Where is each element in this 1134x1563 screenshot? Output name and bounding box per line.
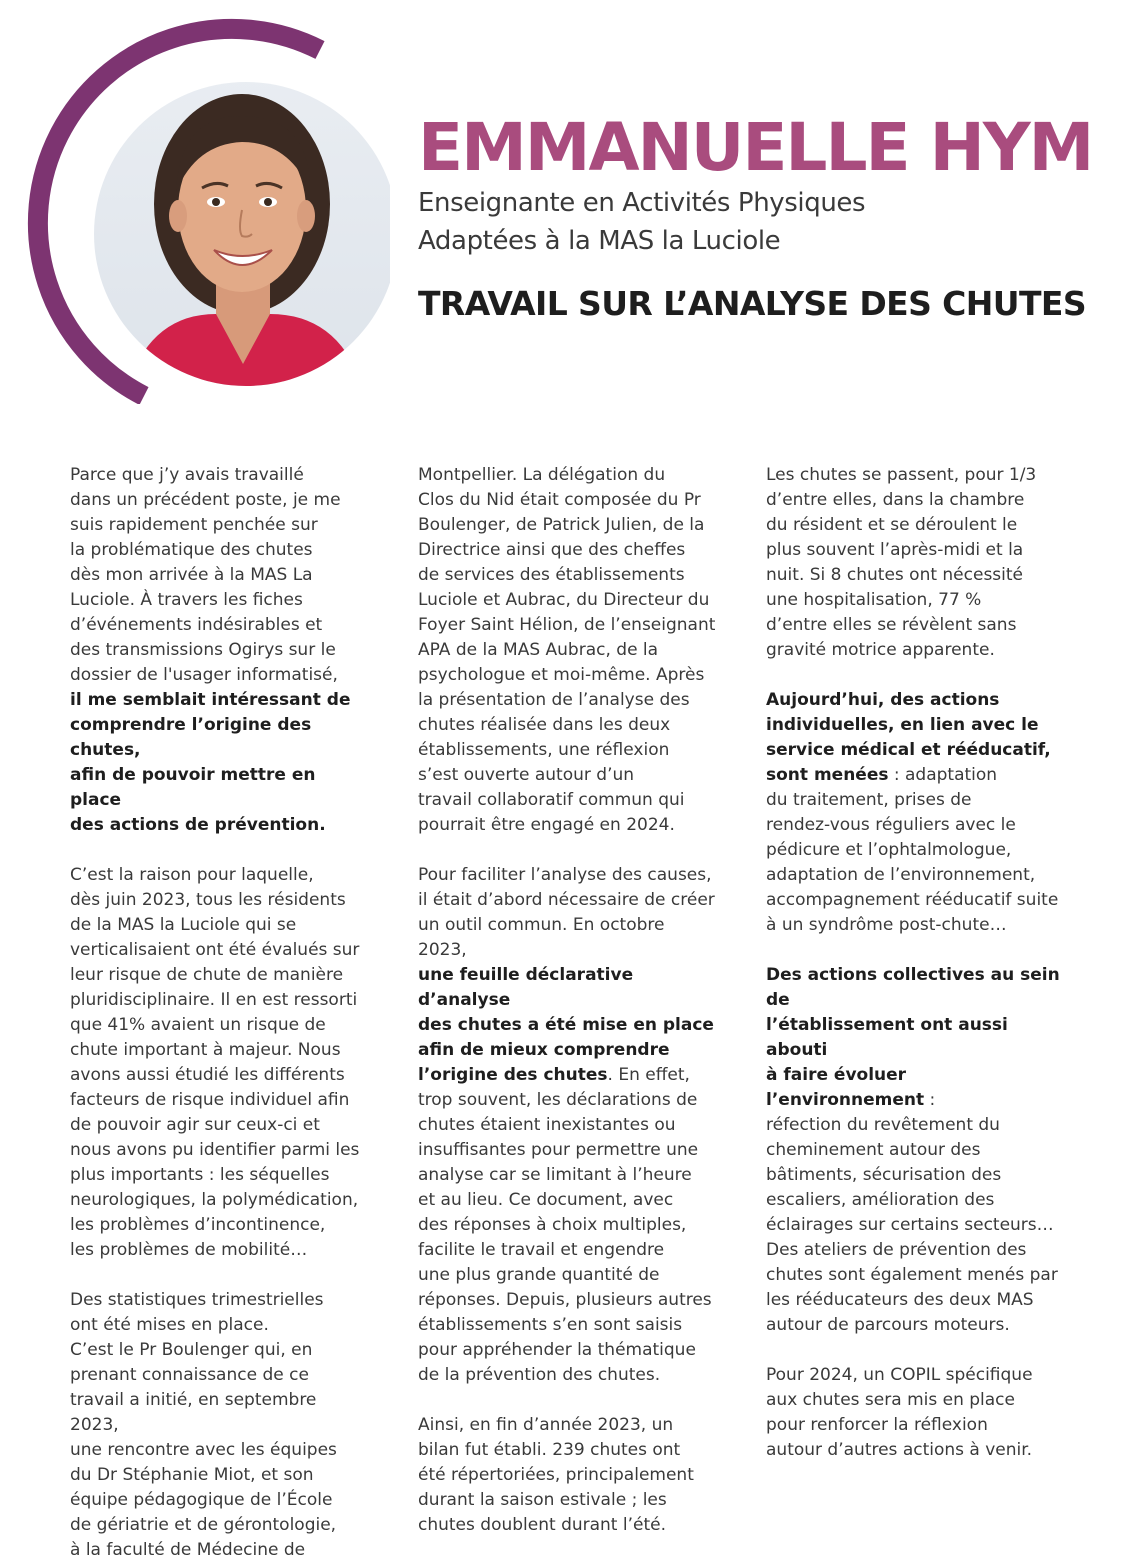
paragraph-text: : réfection du revêtement du cheminement autour des bâtiments, sécurisation des escaliers, amélioration des éclairages sur certains secteurs… Des ateliers de prévention des chutes sont également menés par les rééducateurs des deux MAS autour de parcours moteurs.	[766, 1090, 1058, 1335]
person-name: EMMANUELLE HYM	[418, 109, 1093, 186]
paragraph	[70, 463, 370, 838]
paragraph-emphasis: une feuille déclarative d’analyse des chutes a été mise en place afin de mieux comprendre l’origine des chutes	[418, 965, 714, 1085]
role-line-2: Adaptées à la MAS la Luciole	[418, 226, 781, 256]
role-line-1: Enseignante en Activités Physiques	[418, 188, 866, 218]
portrait-photo	[20, 14, 390, 404]
article-column-1	[70, 463, 370, 1563]
person-role	[418, 184, 1108, 260]
paragraph	[766, 963, 1066, 1338]
portrait-illustration	[20, 14, 390, 404]
article-headline: TRAVAIL SUR L’ANALYSE DES CHUTES	[418, 284, 1087, 323]
paragraph-emphasis: Aujourd’hui, des actions individuelles, en lien avec le service médical et rééducatif, sont menées	[766, 690, 1051, 785]
person-photo	[80, 74, 390, 404]
article-column-3	[766, 463, 1066, 1463]
paragraph: Montpellier. La délégation du Clos du Nid était composée du Pr Boulenger, de Patrick Julien, de la Directrice ainsi que des cheffes de services des établissements Luciole et Aubrac, du Directeur du Foyer Saint Hélion, de l’enseignant APA de la MAS Aubrac, de la psychologue et moi-même. Après la présentation de l’analyse des chutes réalisée dans les deux établissements, une réflexion s’est ouverte autour d’un travail collaboratif commun qui pourrait être engagé en 2024.	[418, 465, 716, 835]
paragraph: C’est la raison pour laquelle, dès juin 2023, tous les résidents de la MAS la Luciole qui se verticalisaient ont été évalués sur leur risque de chute de manière pluridisciplinaire. Il en est ressorti que 41% avaient un risque de chute important à majeur. Nous avons aussi étudié les différents facteurs de risque individuel afin de pouvoir agir sur ceux-ci et nous avons pu identifier parmi les plus importants : les séquelles neurologiques, la polymédication, les problèmes d’incontinence, les problèmes de mobilité…	[70, 865, 360, 1260]
paragraph-emphasis: Des actions collectives au sein de l’établissement ont aussi abouti à faire évoluer l’environnement	[766, 965, 1060, 1110]
paragraph-text: : adaptation du traitement, prises de rendez-vous réguliers avec le pédicure et l’ophtalmologue, adaptation de l’environnement, accompagnement rééducatif suite à un syndrôme post-chute…	[766, 765, 1059, 935]
paragraph-text: Parce que j’y avais travaillé dans un précédent poste, je me suis rapidement penchée sur la problématique des chutes dès mon arrivée à la MAS La Luciole. À travers les fiches d’événements indésirables et des transmissions Ogirys sur le dossier de l'usager informatisé,	[70, 465, 341, 685]
paragraph: Des statistiques trimestrielles ont été mises en place. C’est le Pr Boulenger qui, en prenant connaissance de ce travail a initié, en septembre 2023, une rencontre avec les équipes du Dr Stéphanie Miot, et son équipe pédagogique de l’École de gériatrie et de gérontologie, à la faculté de Médecine de	[70, 1290, 337, 1560]
article-column-2	[418, 463, 718, 1538]
paragraph-text: Pour faciliter l’analyse des causes, il était d’abord nécessaire de créer un outil commun. En octobre 2023,	[418, 865, 715, 960]
paragraph: Les chutes se passent, pour 1/3 d’entre elles, dans la chambre du résident et se déroulent le plus souvent l’après-midi et la nuit. Si 8 chutes ont nécessité une hospitalisation, 77 % d’entre elles se révèlent sans gravité motrice apparente.	[766, 465, 1037, 660]
article-header	[418, 109, 1108, 324]
paragraph: Ainsi, en fin d’année 2023, un bilan fut établi. 239 chutes ont été répertoriées, principalement durant la saison estivale ; les chutes doublent durant l’été.	[418, 1415, 694, 1535]
paragraph: Pour 2024, un COPIL spécifique aux chutes sera mis en place pour renforcer la réflexion autour d’autres actions à venir.	[766, 1365, 1033, 1460]
paragraph	[766, 688, 1066, 938]
paragraph-emphasis: il me semblait intéressant de comprendre l’origine des chutes, afin de pouvoir mettre en place des actions de prévention.	[70, 690, 351, 835]
paragraph-text: . En effet, trop souvent, les déclarations de chutes étaient inexistantes ou insuffisantes pour permettre une analyse car se limitant à l’heure et au lieu. Ce document, avec des réponses à choix multiples, facilite le travail et engendre une plus grande quantité de réponses. Depuis, plusieurs autres établissements s’en sont saisis pour appréhender la thématique de la prévention des chutes.	[418, 1065, 712, 1385]
paragraph	[418, 863, 718, 1388]
